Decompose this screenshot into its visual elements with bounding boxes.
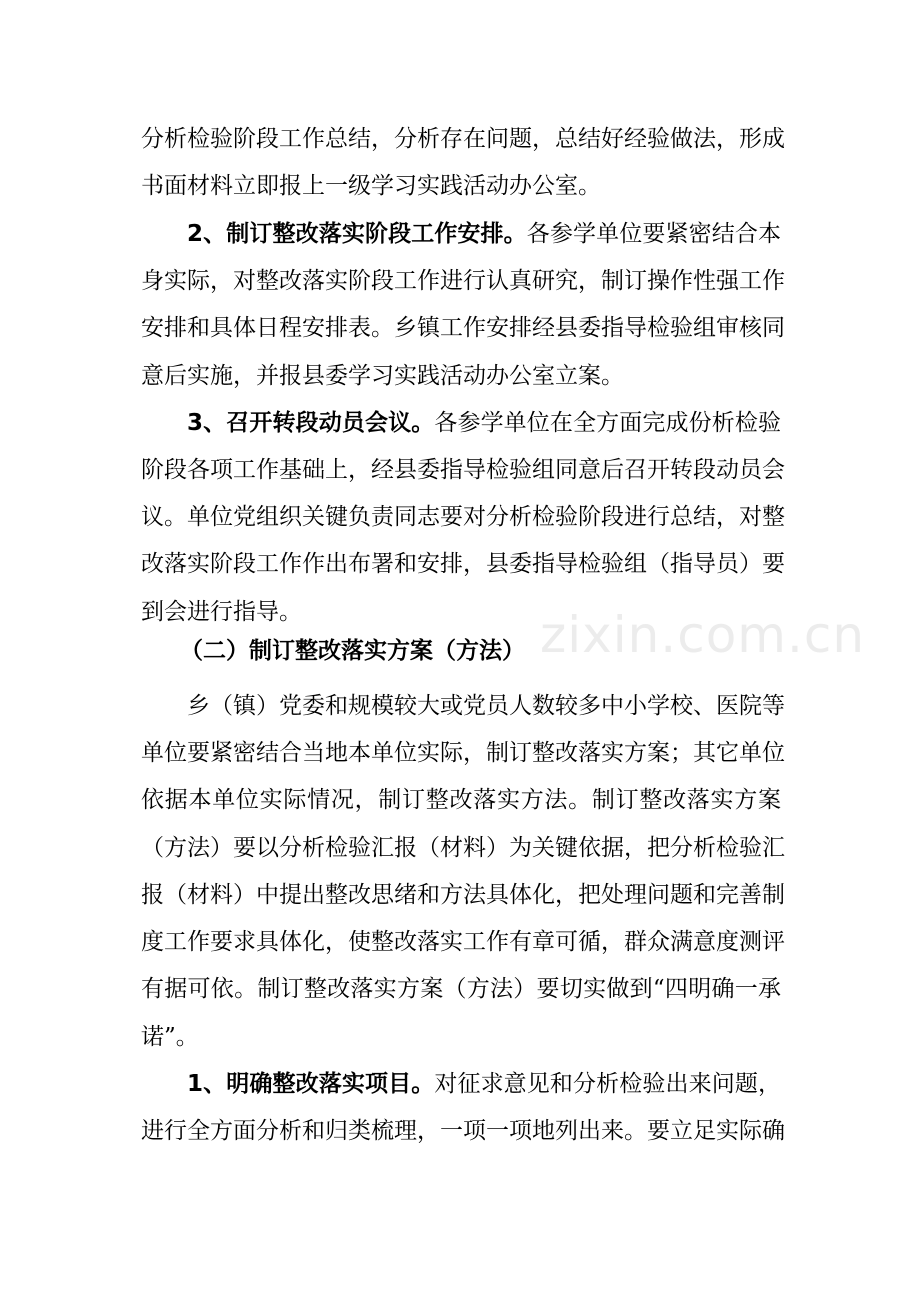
paragraph-line: 依据本单位实际情况，制订整改落实方法。制订整改落实方案 [141, 787, 781, 813]
item-heading: 2、制订整改落实阶段工作安排。 [187, 221, 527, 247]
item-heading-line: 2、制订整改落实阶段工作安排。各参学单位要紧密结合本 [187, 221, 781, 247]
section-heading: （二）制订整改落实方案（方法） [180, 638, 525, 664]
paragraph-line: 分析检验阶段工作总结，分析存在问题，总结好经验做法，形成 [141, 126, 785, 152]
paragraph-line: 进行全方面分析和归类梳理，一项一项地列出来。要立足实际确 [141, 1118, 785, 1144]
paragraph-line: 安排和具体日程安排表。乡镇工作安排经县委指导检验组审核同 [141, 315, 785, 341]
paragraph-line: 报（材料）中提出整改思绪和方法具体化，把处理问题和完善制 [141, 882, 785, 908]
item-heading: 1、明确整改落实项目。 [187, 1071, 435, 1097]
paragraph-line: 改落实阶段工作作出布署和安排，县委指导检验组（指导员）要 [141, 551, 785, 577]
paragraph-line: 单位要紧密结合当地本单位实际，制订整改落实方案；其它单位 [141, 740, 785, 766]
paragraph-line: 阶段各项工作基础上，经县委指导检验组同意后召开转段动员会 [141, 457, 785, 483]
paragraph-line: 议。单位党组织关键负责同志要对分析检验阶段进行总结，对整 [141, 504, 785, 530]
paragraph-line: 到会进行指导。 [141, 599, 302, 625]
paragraph-line: 度工作要求具体化，使整改落实工作有章可循，群众满意度测评 [141, 929, 785, 955]
paragraph-line: 乡（镇）党委和规模较大或党员人数较多中小学校、医院等 [187, 693, 785, 719]
paragraph-line: 意后实施，并报县委学习实践活动办公室立案。 [141, 363, 624, 389]
watermark: zixin.com.cn [540, 606, 866, 664]
paragraph-line: 诺”。 [141, 1024, 199, 1050]
paragraph-line: （方法）要以分析检验汇报（材料）为关键依据，把分析检验汇 [141, 835, 785, 861]
item-heading-line: 1、明确整改落实项目。对征求意见和分析检验出来问题， [187, 1071, 781, 1097]
paragraph-line: 有据可依。制订整改落实方案（方法）要切实做到“四明确一承 [141, 976, 781, 1002]
paragraph-line: 身实际，对整改落实阶段工作进行认真研究，制订操作性强工作 [141, 268, 785, 294]
item-heading-line: 3、召开转段动员会议。各参学单位在全方面完成份析检验 [187, 410, 781, 436]
item-heading: 3、召开转段动员会议。 [187, 410, 435, 436]
paragraph-line: 书面材料立即报上一级学习实践活动办公室。 [141, 173, 601, 199]
